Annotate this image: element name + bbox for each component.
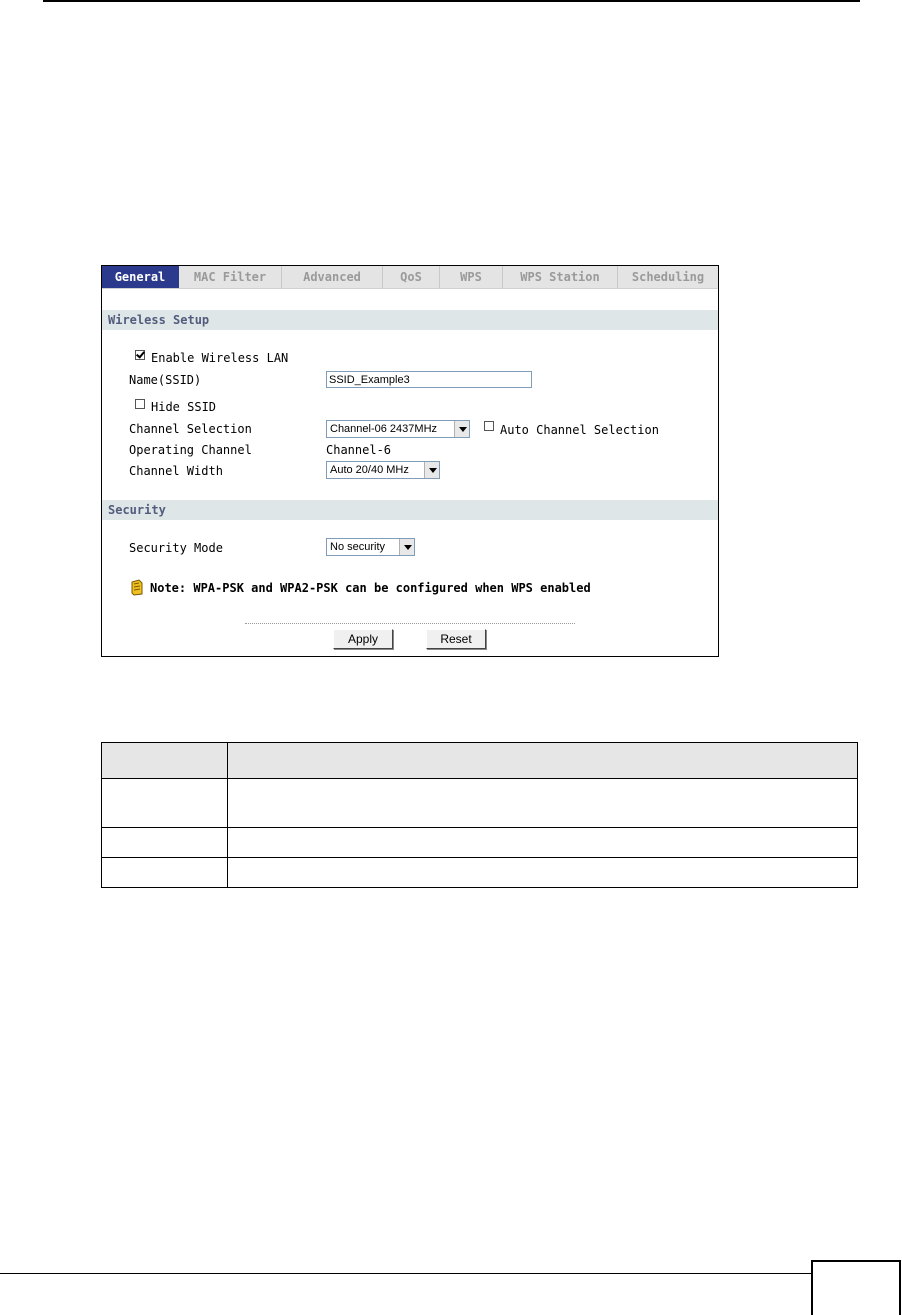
table-cell: [228, 828, 858, 858]
table-row: [102, 858, 858, 888]
table-row: [102, 828, 858, 858]
tab-wps-station[interactable]: WPS Station: [503, 266, 618, 288]
tab-wps[interactable]: WPS: [440, 266, 503, 288]
channel-width-value: Auto 20/40 MHz: [330, 464, 409, 476]
security-mode-value: No security: [330, 541, 386, 553]
channel-selection-label: Channel Selection: [129, 422, 252, 436]
apply-button[interactable]: Apply: [333, 629, 393, 649]
table-cell: [228, 858, 858, 888]
ssid-label: Name(SSID): [129, 373, 202, 387]
tab-general[interactable]: General: [102, 266, 179, 288]
top-rule: [43, 0, 860, 2]
wps-note: [130, 579, 591, 596]
auto-channel-checkbox[interactable]: [484, 421, 494, 431]
table-header-cell: [228, 743, 858, 779]
enable-wlan-label: Enable Wireless LAN: [151, 351, 289, 365]
channel-selection-value: Channel-06 2437MHz: [330, 423, 438, 435]
auto-channel-label: Auto Channel Selection: [500, 423, 659, 437]
operating-channel-value: Channel-6: [326, 443, 392, 457]
footer-rule: [0, 1273, 812, 1274]
table-cell: [228, 779, 858, 828]
wireless-setup-header: Wireless Setup: [102, 310, 718, 330]
tab-qos[interactable]: QoS: [383, 266, 440, 288]
ssid-input[interactable]: [326, 371, 532, 388]
reset-button[interactable]: Reset: [426, 629, 486, 649]
note-icon: [130, 579, 144, 596]
channel-width-label: Channel Width: [129, 464, 223, 478]
security-mode-dropdown[interactable]: [326, 538, 415, 556]
table-header-cell: [102, 743, 228, 779]
security-header: Security: [102, 500, 718, 520]
divider: [245, 623, 575, 624]
wireless-general-panel: [101, 265, 719, 657]
hide-ssid-checkbox[interactable]: [135, 399, 145, 409]
chevron-down-icon: [454, 421, 469, 437]
operating-channel-label: Operating Channel: [129, 443, 252, 457]
table-row: [102, 779, 858, 828]
table-cell: [102, 828, 228, 858]
tab-scheduling[interactable]: Scheduling: [618, 266, 718, 288]
chevron-down-icon: [424, 462, 439, 478]
hide-ssid-label: Hide SSID: [151, 400, 217, 414]
channel-selection-dropdown[interactable]: [326, 420, 470, 438]
chevron-down-icon: [399, 539, 414, 555]
description-table: [101, 742, 858, 888]
page-number-box: [811, 1260, 901, 1315]
tab-mac-filter[interactable]: MAC Filter: [179, 266, 282, 288]
note-text: Note: WPA-PSK and WPA2-PSK can be configured when WPS enabled: [150, 580, 591, 595]
enable-wlan-checkbox[interactable]: [135, 350, 145, 360]
table-header-row: [102, 743, 858, 779]
tab-bar: [102, 266, 718, 289]
table-cell: [102, 858, 228, 888]
channel-width-dropdown[interactable]: [326, 461, 440, 479]
table-cell: [102, 779, 228, 828]
tab-advanced[interactable]: Advanced: [282, 266, 383, 288]
security-mode-label: Security Mode: [129, 541, 223, 555]
